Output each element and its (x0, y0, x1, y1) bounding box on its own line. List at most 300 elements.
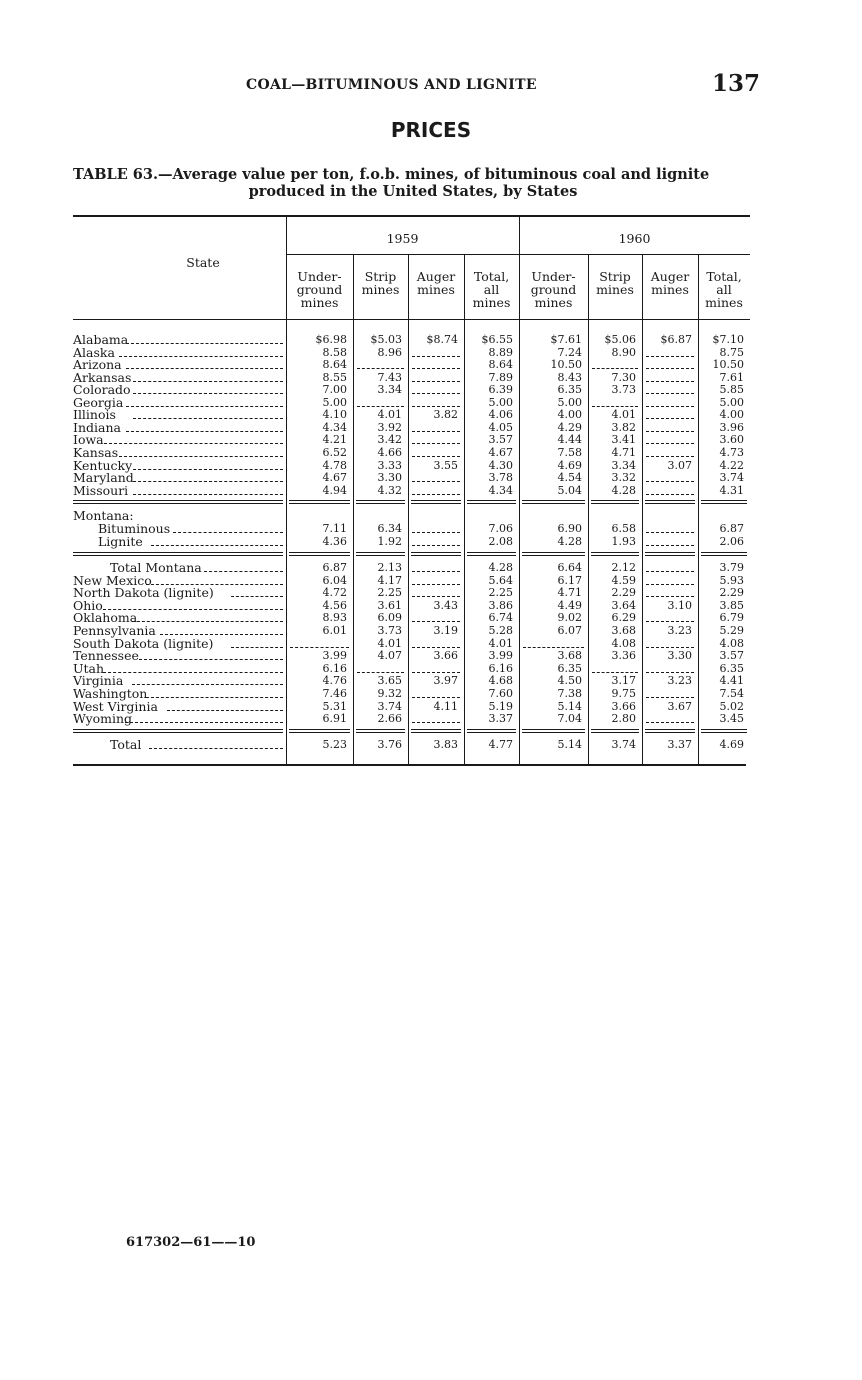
column-header (353, 270, 408, 296)
column-header (588, 270, 642, 296)
table-cell: 5.14 (557, 699, 582, 713)
table-cell: 8.90 (611, 345, 636, 359)
table-cell: $7.10 (712, 333, 744, 346)
table-cell: 5.00 (719, 395, 744, 409)
table-cell: 2.12 (611, 561, 636, 574)
row-label: Kentucky (73, 457, 133, 473)
row-label: Missouri (73, 482, 129, 498)
column-header-line: mines (472, 295, 511, 310)
row-label: Alaska (73, 344, 115, 360)
empty-cell-dashes (523, 647, 584, 648)
column-header-line: all (716, 282, 732, 297)
table-cell: $6.55 (481, 333, 513, 346)
group-separator (356, 552, 405, 553)
empty-cell-dashes (646, 443, 694, 444)
group-separator (591, 732, 639, 733)
group-separator (289, 500, 350, 501)
leader-line (133, 481, 283, 482)
table-cell: 4.56 (322, 598, 347, 612)
year-underline-1959 (286, 254, 519, 255)
table-cell: 3.67 (667, 699, 692, 713)
table-cell: $6.98 (315, 333, 347, 346)
table-cell: 7.46 (322, 687, 347, 700)
empty-cell-dashes (412, 481, 460, 482)
leader-line (119, 456, 283, 457)
year-header-1959: 1959 (386, 231, 419, 246)
row-label: Utah (73, 660, 105, 676)
group-separator (701, 552, 747, 553)
table-cell: 4.29 (557, 420, 582, 434)
table-cell: $5.03 (370, 333, 402, 346)
row-label: New Mexico (73, 572, 152, 588)
row-label: Oklahoma (73, 610, 138, 626)
column-header (286, 270, 353, 309)
column-rule (408, 255, 409, 764)
group-separator (411, 500, 461, 501)
table-cell: 4.07 (377, 649, 402, 663)
table-cell: 1.93 (611, 535, 636, 548)
empty-cell-dashes (412, 584, 460, 585)
column-header (642, 270, 698, 296)
group-separator (467, 732, 516, 733)
group-separator (356, 555, 405, 556)
running-head: COAL—BITUMINOUS AND LIGNITE (246, 77, 537, 93)
caption-line-1: TABLE 63.—Average value per ton, f.o.b. mines, of bituminous coal and lignite (73, 166, 710, 183)
table-cell: 4.41 (719, 674, 744, 688)
leader-line (133, 381, 283, 382)
column-header-line: Strip (364, 269, 397, 284)
group-separator (73, 503, 283, 504)
table-cell: 4.00 (719, 408, 744, 422)
leader-line (126, 431, 283, 432)
table-cell: 3.74 (377, 699, 402, 713)
group-separator (645, 503, 695, 504)
group-separator (645, 552, 695, 553)
table-cell: 3.42 (377, 433, 402, 447)
group-separator (73, 732, 283, 733)
empty-cell-dashes (646, 431, 694, 432)
leader-line (160, 634, 283, 635)
group-separator (522, 555, 585, 556)
table-cell: 3.19 (433, 624, 458, 637)
empty-cell-dashes (412, 571, 460, 572)
group-separator (645, 555, 695, 556)
table-cell: $6.87 (660, 333, 692, 346)
empty-cell-dashes (412, 722, 460, 723)
table-cell: 7.11 (322, 522, 347, 535)
leader-line (146, 697, 283, 698)
table-cell: 3.41 (611, 433, 636, 447)
table-cell: 4.30 (488, 458, 513, 472)
table-cell: 4.06 (488, 408, 513, 422)
group-separator (467, 729, 516, 730)
table-cell: 8.75 (719, 345, 744, 359)
row-label: Total (110, 737, 142, 752)
table-cell: 2.29 (719, 586, 744, 600)
table-cell: 6.74 (488, 611, 513, 625)
table-cell: 4.01 (611, 408, 636, 422)
group-separator (411, 729, 461, 730)
empty-cell-dashes (646, 596, 694, 597)
group-separator (356, 500, 405, 501)
table-cell: 4.69 (557, 458, 582, 472)
table-cell: 5.14 (557, 738, 582, 751)
empty-cell-dashes (646, 481, 694, 482)
row-label: Kansas (73, 444, 119, 460)
row-label: Virginia (73, 673, 124, 689)
table-cell: 5.93 (719, 573, 744, 587)
empty-cell-dashes (412, 456, 460, 457)
empty-cell-dashes (592, 406, 638, 407)
table-cell: 10.50 (550, 358, 582, 372)
empty-cell-dashes (646, 494, 694, 495)
table-cell: 7.24 (557, 345, 582, 359)
stub-header: State (186, 255, 220, 270)
table-cell: 6.91 (322, 712, 347, 726)
table-cell: 4.68 (488, 674, 513, 688)
column-header-line: all (483, 282, 500, 297)
table-cell: 4.17 (377, 573, 402, 587)
table-cell: 3.68 (557, 649, 582, 663)
column-header-line: Total, (706, 269, 742, 284)
table-cell: 3.17 (611, 674, 636, 688)
table-cell: 6.87 (719, 522, 744, 535)
empty-cell-dashes (412, 532, 460, 533)
table-cell: 3.86 (488, 598, 513, 612)
leader-line (231, 647, 283, 648)
table-cell: 6.35 (557, 383, 582, 397)
table-cell: 4.54 (557, 471, 582, 485)
table-cell: 4.22 (719, 458, 744, 472)
page-number: 137 (712, 70, 761, 97)
leader-line (132, 684, 283, 685)
table-cell: 4.76 (322, 674, 347, 688)
table-cell: 4.94 (322, 483, 347, 497)
table-cell: 3.66 (611, 699, 636, 713)
table-cell: 6.04 (322, 573, 347, 587)
empty-cell-dashes (646, 545, 694, 546)
table-cell: 3.57 (719, 649, 744, 663)
table-cell: 2.25 (488, 586, 513, 600)
table-cell: 3.23 (667, 674, 692, 688)
table-cell: 4.05 (488, 420, 513, 434)
table-cell: 7.61 (719, 370, 744, 384)
table-cell: 6.52 (322, 445, 347, 459)
table-cell: 4.71 (557, 586, 582, 600)
column-header-line: Total, (473, 269, 510, 284)
group-separator (591, 552, 639, 553)
table-cell: 9.32 (377, 687, 402, 700)
empty-cell-dashes (646, 621, 694, 622)
table-cell: 4.77 (488, 738, 513, 751)
table-cell: 3.61 (377, 598, 402, 612)
column-header-line: mines (361, 282, 400, 297)
table-cell: 7.00 (322, 383, 347, 397)
table-cell: 3.60 (719, 433, 744, 447)
group-separator (522, 503, 585, 504)
table-cell: 3.32 (611, 471, 636, 485)
table-cell: 3.83 (433, 738, 458, 751)
table-cell: 4.67 (488, 445, 513, 459)
column-header (519, 270, 588, 309)
table-cell: 6.34 (377, 522, 402, 535)
row-label: Washington (73, 686, 148, 701)
row-label: Arizona (73, 357, 122, 373)
table-cell: 4.28 (488, 561, 513, 574)
leader-line (151, 545, 283, 546)
table-cell: 3.78 (488, 471, 513, 485)
table-cell: 3.99 (488, 649, 513, 663)
table-cell: 2.25 (377, 586, 402, 600)
group-separator (701, 500, 747, 501)
group-separator (289, 555, 350, 556)
table-cell: 5.00 (322, 395, 347, 409)
group-separator (591, 503, 639, 504)
table-cell: 3.64 (611, 598, 636, 612)
table-cell: 2.66 (377, 712, 402, 726)
row-label: Georgia (73, 394, 124, 410)
table-cell: 3.73 (611, 383, 636, 397)
empty-cell-dashes (412, 393, 460, 394)
empty-cell-dashes (412, 697, 460, 698)
table-cell: 5.64 (488, 573, 513, 587)
group-separator (645, 729, 695, 730)
table-cell: 4.00 (557, 408, 582, 422)
group-separator (701, 555, 747, 556)
group-separator (411, 732, 461, 733)
table-cell: 3.66 (433, 649, 458, 663)
table-cell: 8.89 (488, 345, 513, 359)
group-separator (356, 732, 405, 733)
column-header (464, 270, 519, 309)
group-separator (701, 732, 747, 733)
table-cell: 7.43 (377, 370, 402, 384)
group-separator (289, 729, 350, 730)
table-cell: 3.34 (611, 458, 636, 472)
table-cell: 6.09 (377, 611, 402, 625)
table-cell: 4.72 (322, 586, 347, 600)
table-cell: 4.67 (322, 471, 347, 485)
leader-line (126, 368, 283, 369)
table-cell: 3.45 (719, 712, 744, 726)
table-cell: 5.00 (488, 395, 513, 409)
table-cell: 3.30 (377, 471, 402, 485)
empty-cell-dashes (412, 431, 460, 432)
table-cell: 5.00 (557, 395, 582, 409)
table-cell: 4.32 (377, 483, 402, 497)
group-separator (356, 503, 405, 504)
empty-cell-dashes (412, 621, 460, 622)
group-separator (522, 500, 585, 501)
row-label: Indiana (73, 419, 121, 435)
empty-cell-dashes (646, 571, 694, 572)
table-cell: 3.82 (433, 408, 458, 422)
table-cell: 4.44 (557, 433, 582, 447)
column-header-line: mines (300, 295, 339, 310)
table-cell: 2.80 (611, 712, 636, 726)
group-separator (591, 729, 639, 730)
table-cell: 3.68 (611, 624, 636, 637)
table-cell: 8.55 (322, 370, 347, 384)
empty-cell-dashes (412, 356, 460, 357)
row-label: Lignite (98, 534, 143, 549)
group-separator (467, 552, 516, 553)
table-cell: 8.96 (377, 345, 402, 359)
column-header (698, 270, 750, 309)
empty-cell-dashes (412, 647, 460, 648)
table-cell: 6.90 (557, 522, 582, 535)
table-cell: 9.02 (557, 611, 582, 625)
table-cell: 4.10 (322, 408, 347, 422)
table-cell: 4.69 (719, 738, 744, 751)
table-bottom-rule (73, 764, 746, 766)
column-header-line: ground (296, 282, 343, 297)
empty-cell-dashes (357, 406, 404, 407)
leader-line (139, 659, 283, 660)
table-cell: 3.74 (719, 471, 744, 485)
row-label: Illinois (73, 407, 116, 423)
column-header-line: ground (530, 282, 577, 297)
empty-cell-dashes (412, 406, 460, 407)
empty-cell-dashes (412, 494, 460, 495)
table-cell: 2.08 (488, 535, 513, 548)
year-header-1960: 1960 (618, 231, 651, 246)
table-cell: 6.35 (719, 661, 744, 675)
table-cell: 4.73 (719, 445, 744, 459)
leader-line (133, 469, 283, 470)
year-underline-1960 (519, 254, 750, 255)
column-header (408, 270, 464, 296)
table-cell: 8.43 (557, 370, 582, 384)
group-separator (411, 503, 461, 504)
group-separator (467, 503, 516, 504)
column-header-line: Auger (416, 269, 456, 284)
table-cell: 7.30 (611, 370, 636, 384)
group-separator (289, 732, 350, 733)
empty-cell-dashes (290, 647, 349, 648)
section-title: PRICES (390, 118, 472, 142)
table-cell: 6.16 (488, 661, 513, 675)
empty-cell-dashes (646, 368, 694, 369)
column-header-line: mines (651, 282, 689, 297)
group-separator (411, 555, 461, 556)
row-label: Bituminous (98, 521, 171, 536)
empty-cell-dashes (357, 672, 404, 673)
table-cell: 4.36 (322, 535, 347, 548)
table-cell: 6.29 (611, 611, 636, 625)
row-label: North Dakota (lignite) (73, 585, 214, 601)
empty-cell-dashes (592, 368, 638, 369)
table-cell: 5.29 (719, 624, 744, 637)
table-cell: 6.87 (322, 561, 347, 574)
group-separator (645, 732, 695, 733)
table-cell: $8.74 (426, 333, 458, 346)
table-cell: 3.73 (377, 624, 402, 637)
empty-cell-dashes (646, 381, 694, 382)
leader-line (167, 710, 283, 711)
leader-line (133, 494, 283, 495)
column-header-line: mines (417, 282, 455, 297)
group-separator (701, 729, 747, 730)
table-cell: $7.61 (550, 333, 582, 346)
table-cell: 5.31 (322, 699, 347, 713)
group-separator (356, 729, 405, 730)
table-cell: 4.31 (719, 483, 744, 497)
empty-cell-dashes (412, 381, 460, 382)
table-cell: 3.97 (433, 674, 458, 688)
caption-line-2: produced in the United States, by States (248, 183, 578, 200)
row-label: Tennessee (73, 648, 139, 664)
table-cell: 10.50 (712, 358, 744, 372)
empty-cell-dashes (646, 418, 694, 419)
table-cell: 7.38 (557, 687, 582, 700)
column-header-line: mines (705, 295, 743, 310)
empty-cell-dashes (646, 584, 694, 585)
table-cell: 8.93 (322, 611, 347, 625)
table-cell: 4.71 (611, 445, 636, 459)
leader-line (173, 532, 283, 533)
row-label: Alabama (73, 332, 129, 347)
table-cell: 5.02 (719, 699, 744, 713)
column-header-line: Strip (599, 269, 631, 284)
table-cell: 7.04 (557, 712, 582, 726)
group-separator (73, 500, 283, 501)
row-label: Ohio (73, 597, 103, 613)
table-cell: 4.59 (611, 573, 636, 587)
leader-line (133, 393, 283, 394)
table-cell: 8.58 (322, 345, 347, 359)
table-cell: 3.82 (611, 420, 636, 434)
table-cell: 4.01 (488, 636, 513, 650)
leader-line (133, 418, 283, 419)
row-label: Colorado (73, 382, 131, 398)
row-label: South Dakota (lignite) (73, 635, 214, 651)
table-cell: 6.58 (611, 522, 636, 535)
table-cell: 7.60 (488, 687, 513, 700)
group-separator (73, 555, 283, 556)
row-label: Iowa (73, 432, 104, 448)
empty-cell-dashes (412, 368, 460, 369)
group-separator (522, 729, 585, 730)
leader-line (126, 406, 283, 407)
group-separator (467, 555, 516, 556)
table-cell: 3.85 (719, 598, 744, 612)
table-cell: 3.10 (667, 598, 692, 612)
table-cell: 3.99 (322, 649, 347, 663)
table-cell: 4.49 (557, 598, 582, 612)
table-cell: 6.64 (557, 561, 582, 574)
table-cell: 4.28 (611, 483, 636, 497)
leader-line (119, 356, 283, 357)
table-cell: 3.23 (667, 624, 692, 637)
table-cell: 3.36 (611, 649, 636, 663)
table-cell: 3.55 (433, 458, 458, 472)
table-cell: 4.78 (322, 458, 347, 472)
group-separator (411, 552, 461, 553)
empty-cell-dashes (412, 545, 460, 546)
table-cell: 4.11 (433, 699, 458, 713)
group-separator (591, 555, 639, 556)
table-cell: 4.08 (611, 636, 636, 650)
table-cell: 3.74 (611, 738, 636, 751)
leader-line (104, 443, 283, 444)
table-cell: 8.64 (488, 358, 513, 372)
table-cell: 3.65 (377, 674, 402, 688)
leader-line (126, 343, 283, 344)
table-caption (73, 166, 753, 200)
table-cell: 3.37 (667, 738, 692, 751)
table-cell: 2.06 (719, 535, 744, 548)
